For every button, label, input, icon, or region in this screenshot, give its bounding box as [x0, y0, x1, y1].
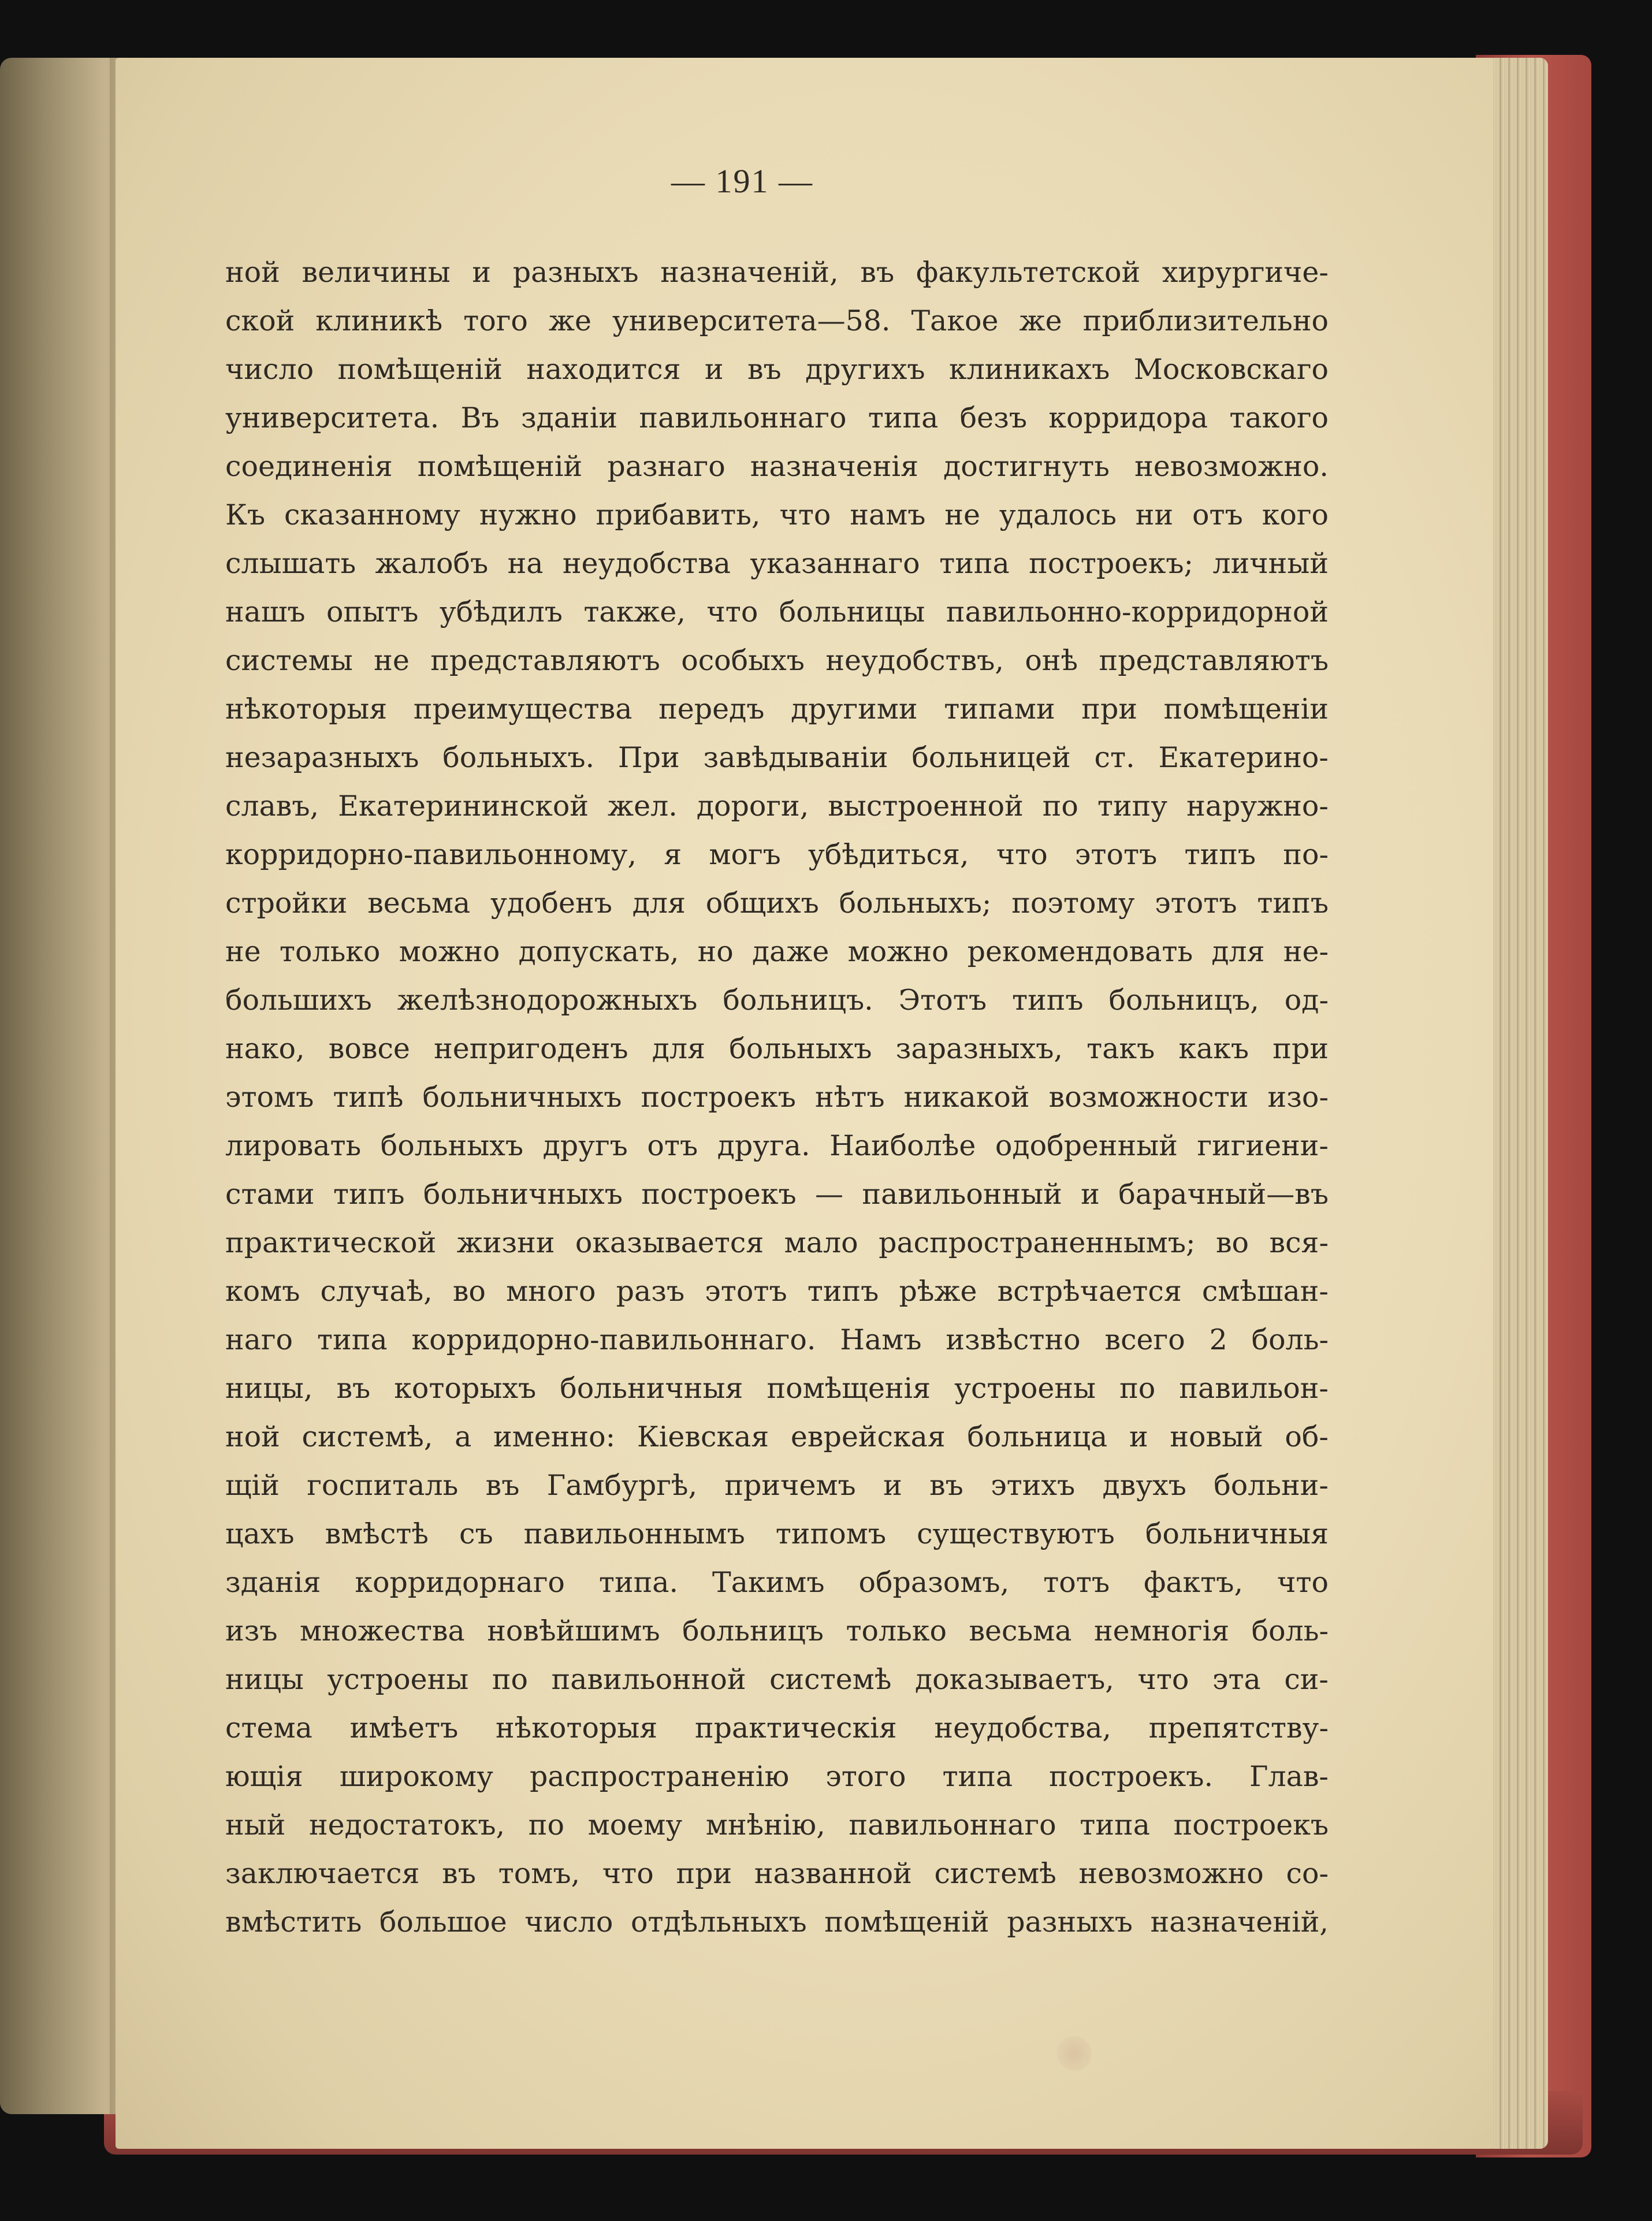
- paper-stain: [1057, 2036, 1092, 2071]
- text-line: зданія корридорнаго типа. Такимъ образомъ, тотъ фактъ, что: [225, 1566, 1329, 1599]
- text-line: ной величины и разныхъ назначеній, въ факультетской хирургиче-: [225, 256, 1329, 289]
- text-line: вмѣстить большое число отдѣльныхъ помѣщеній разныхъ назначеній,: [225, 1906, 1329, 1939]
- text-line: нѣкоторыя преимущества передъ другими типами при помѣщеніи: [225, 693, 1329, 726]
- text-line: большихъ желѣзнодорожныхъ больницъ. Этотъ типъ больницъ, од-: [225, 984, 1329, 1017]
- text-line: цахъ вмѣстѣ съ павильоннымъ типомъ существуютъ больничныя: [225, 1517, 1329, 1550]
- text-line: ницы, въ которыхъ больничныя помѣщенія устроены по павильон-: [225, 1372, 1329, 1405]
- text-line: ющія широкому распространенію этого типа построекъ. Глав-: [225, 1760, 1329, 1793]
- text-line: не только можно допускать, но даже можно рекомендовать для не-: [225, 935, 1329, 968]
- text-line: ный недостатокъ, по моему мнѣнію, павильоннаго типа построекъ: [225, 1809, 1329, 1841]
- text-line: этомъ типѣ больничныхъ построекъ нѣтъ никакой возможности изо-: [225, 1081, 1329, 1114]
- text-line: нашъ опытъ убѣдилъ также, что больницы павильонно-корридорной: [225, 596, 1329, 628]
- text-line: стема имѣетъ нѣкоторыя практическія неудобства, препятству-: [225, 1712, 1329, 1744]
- text-line: системы не представляютъ особыхъ неудобствъ, онѣ представляютъ: [225, 644, 1329, 677]
- text-line: щій госпиталь въ Гамбургѣ, причемъ и въ этихъ двухъ больни-: [225, 1469, 1329, 1502]
- text-line: наго типа корридорно-павильоннаго. Намъ извѣстно всего 2 боль-: [225, 1323, 1329, 1356]
- body-text: [225, 248, 1329, 1947]
- text-line: ной системѣ, а именно: Кіевская еврейская больница и новый об-: [225, 1420, 1329, 1453]
- text-line: незаразныхъ больныхъ. При завѣдываніи больницей ст. Екатерино-: [225, 741, 1329, 774]
- facing-page-edge: [0, 58, 124, 2114]
- text-line: корридорно-павильонному, я могъ убѣдиться, что этотъ типъ по-: [225, 838, 1329, 871]
- text-line: число помѣщеній находится и въ другихъ клиникахъ Московскаго: [225, 353, 1329, 386]
- text-line: университета. Въ зданіи павильоннаго типа безъ корридора такого: [225, 401, 1329, 434]
- text-line: комъ случаѣ, во много разъ этотъ типъ рѣже встрѣчается смѣшан-: [225, 1275, 1329, 1308]
- text-line: славъ, Екатерининской жел. дороги, выстроенной по типу наружно-: [225, 790, 1329, 823]
- text-line: стами типъ больничныхъ построекъ — павильонный и барачный—въ: [225, 1178, 1329, 1211]
- page-number: — 191 —: [671, 162, 813, 200]
- text-line: нако, вовсе непригоденъ для больныхъ заразныхъ, такъ какъ при: [225, 1032, 1329, 1065]
- text-line: слышать жалобъ на неудобства указаннаго типа построекъ; личный: [225, 547, 1329, 580]
- text-line: ской клиникѣ того же университета—58. Такое же приблизительно: [225, 304, 1329, 337]
- text-line: практической жизни оказывается мало распространеннымъ; во вся-: [225, 1226, 1329, 1259]
- text-line: соединенія помѣщеній разнаго назначенія достигнуть невозможно.: [225, 450, 1329, 483]
- text-line: стройки весьма удобенъ для общихъ больныхъ; поэтому этотъ типъ: [225, 887, 1329, 920]
- text-line: заключается въ томъ, что при названной системѣ невозможно со-: [225, 1857, 1329, 1890]
- text-line: ницы устроены по павильонной системѣ доказываетъ, что эта си-: [225, 1663, 1329, 1696]
- text-line: Къ сказанному нужно прибавить, что намъ не удалось ни отъ кого: [225, 498, 1329, 531]
- text-line: лировать больныхъ другъ отъ друга. Наиболѣе одобренный гигиени-: [225, 1129, 1329, 1162]
- text-line: изъ множества новѣйшимъ больницъ только весьма немногія боль-: [225, 1614, 1329, 1647]
